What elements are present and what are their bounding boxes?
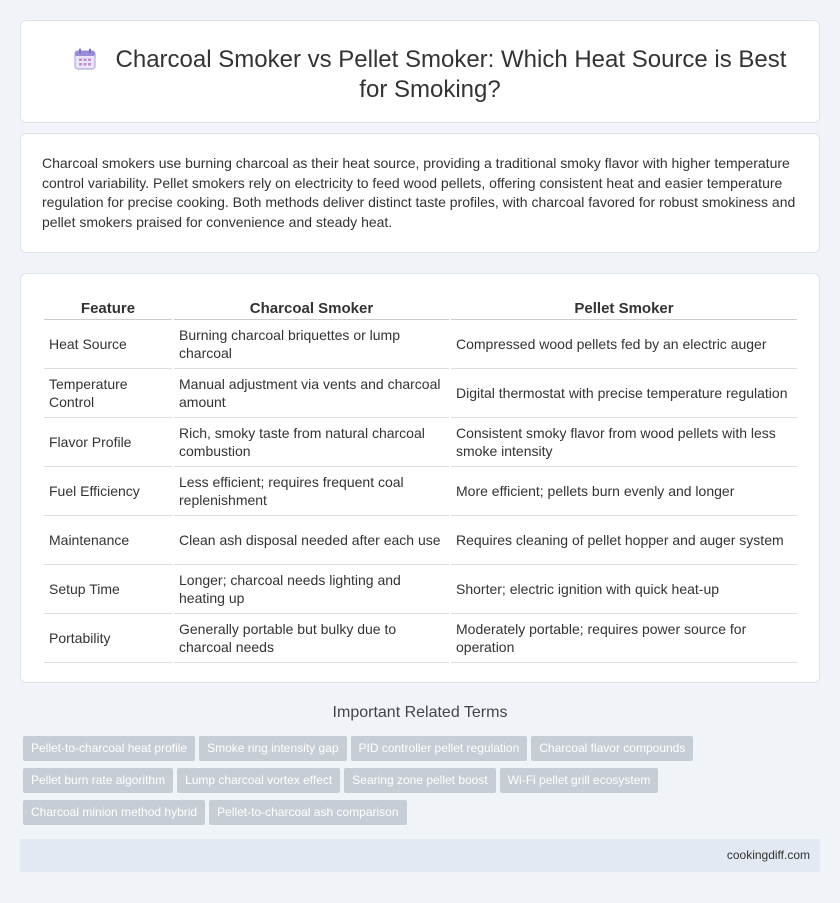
feature-cell: Fuel Efficiency <box>44 467 172 516</box>
table-row <box>44 467 797 516</box>
feature-cell: Flavor Profile <box>44 418 172 467</box>
header-feature: Feature <box>44 296 172 320</box>
table-header-row <box>44 296 797 320</box>
related-term-tag[interactable]: Pellet-to-charcoal ash comparison <box>209 800 406 825</box>
related-term-tag[interactable]: Pellet burn rate algorithm <box>23 768 173 793</box>
header-charcoal: Charcoal Smoker <box>174 296 449 320</box>
related-term-tag[interactable]: Smoke ring intensity gap <box>199 736 346 761</box>
charcoal-cell: Longer; charcoal needs lighting and heating up <box>174 565 449 614</box>
related-term-tag[interactable]: Charcoal flavor compounds <box>531 736 693 761</box>
footer <box>20 839 820 872</box>
footer-site-link[interactable]: cookingdiff.com <box>726 848 810 862</box>
related-term-tag[interactable]: Pellet-to-charcoal heat profile <box>23 736 195 761</box>
feature-cell: Maintenance <box>44 516 172 565</box>
intro-card <box>20 133 820 253</box>
pellet-cell: Requires cleaning of pellet hopper and auger system <box>451 516 797 565</box>
table-row <box>44 614 797 663</box>
table-row <box>44 516 797 565</box>
charcoal-cell: Manual adjustment via vents and charcoal amount <box>174 369 449 418</box>
pellet-cell: Digital thermostat with precise temperature regulation <box>451 369 797 418</box>
table-row <box>44 320 797 369</box>
pellet-cell: Consistent smoky flavor from wood pellets with less smoke intensity <box>451 418 797 467</box>
comparison-table <box>42 296 799 663</box>
table-row <box>44 565 797 614</box>
charcoal-cell: Clean ash disposal needed after each use <box>174 516 449 565</box>
charcoal-cell: Less efficient; requires frequent coal replenishment <box>174 467 449 516</box>
feature-cell: Portability <box>44 614 172 663</box>
related-term-tag[interactable]: Searing zone pellet boost <box>344 768 495 793</box>
comparison-card <box>20 273 820 683</box>
table-row <box>44 369 797 418</box>
related-term-tag[interactable]: Wi-Fi pellet grill ecosystem <box>500 768 659 793</box>
page-title-container <box>61 45 799 105</box>
header-pellet: Pellet Smoker <box>451 296 797 320</box>
related-terms-list <box>23 736 713 832</box>
pellet-cell: More efficient; pellets burn evenly and longer <box>451 467 797 516</box>
title-card <box>20 20 820 123</box>
feature-cell: Heat Source <box>44 320 172 369</box>
charcoal-cell: Burning charcoal briquettes or lump charcoal <box>174 320 449 369</box>
related-term-tag[interactable]: Charcoal minion method hybrid <box>23 800 205 825</box>
feature-cell: Setup Time <box>44 565 172 614</box>
pellet-cell: Compressed wood pellets fed by an electric auger <box>451 320 797 369</box>
feature-cell: Temperature Control <box>44 369 172 418</box>
charcoal-cell: Rich, smoky taste from natural charcoal combustion <box>174 418 449 467</box>
charcoal-cell: Generally portable but bulky due to charcoal needs <box>174 614 449 663</box>
related-term-tag[interactable]: PID controller pellet regulation <box>351 736 528 761</box>
calendar-icon <box>74 48 96 70</box>
related-term-tag[interactable]: Lump charcoal vortex effect <box>177 768 340 793</box>
pellet-cell: Shorter; electric ignition with quick heat-up <box>451 565 797 614</box>
page-title: Charcoal Smoker vs Pellet Smoker: Which Heat Source is Best for Smoking? <box>115 46 787 103</box>
pellet-cell: Moderately portable; requires power source for operation <box>451 614 797 663</box>
intro-text: Charcoal smokers use burning charcoal as their heat source, providing a traditional smoky flavor with higher temperature control variability. Pellet smokers rely on electricity to feed wood pellets, offering consistent heat and easier temperature regulation for precise cooking. Both methods deliver distinct taste profiles, with charcoal favored for robust smokiness and pellet smokers praised for convenience and steady heat. <box>42 155 796 230</box>
related-terms-title: Important Related Terms <box>332 704 508 721</box>
table-row <box>44 418 797 467</box>
